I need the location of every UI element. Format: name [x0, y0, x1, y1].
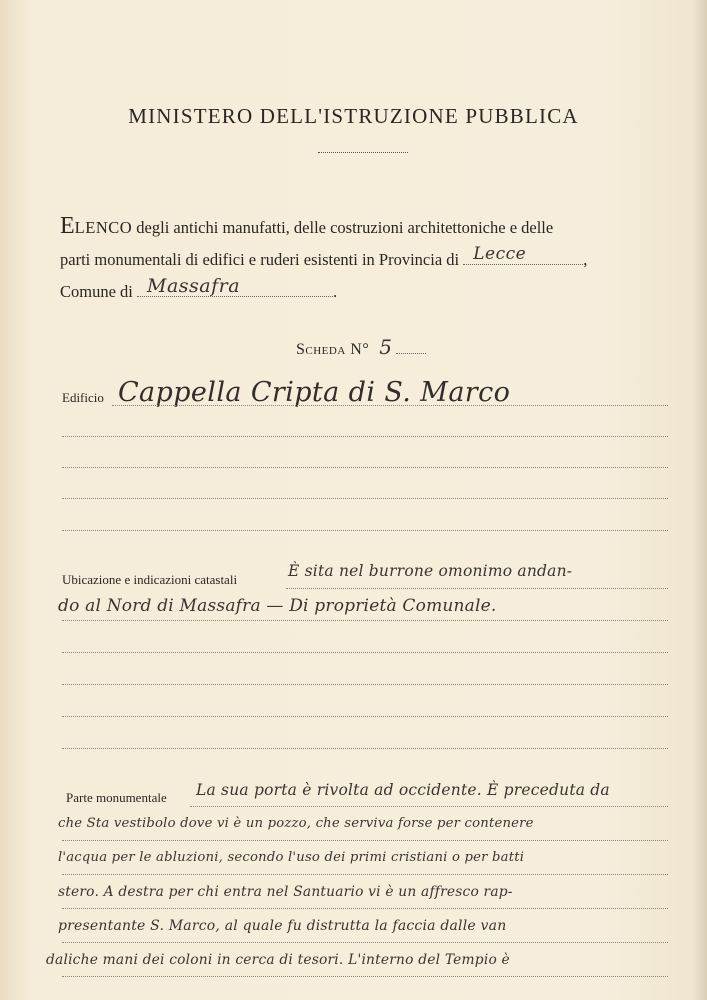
scheda-label: Scheda N°	[296, 341, 370, 358]
parte-line-2	[62, 840, 668, 841]
edificio-line-1	[112, 405, 668, 406]
edificio-label: Edificio	[62, 390, 104, 405]
ubicazione-text-2: do al Nord di Massafra — Di proprietà Comunale.	[58, 596, 497, 616]
scheda-number: 5	[379, 335, 393, 359]
elenco-line-1	[60, 210, 670, 244]
scheda-field	[396, 335, 426, 354]
ubicazione-line-3	[62, 652, 668, 653]
parte-line-5	[62, 942, 668, 943]
parte-text-2: che Sta vestibolo dove vi è un pozzo, che serviva forse per contenere	[58, 816, 534, 831]
parte-text-6: daliche mani dei coloni in cerca di tesori. L'interno del Tempio è	[46, 952, 510, 968]
provincia-field	[463, 246, 583, 265]
elenco-heading-rest: LENCO	[74, 218, 133, 237]
ubicazione-line-4	[62, 684, 668, 685]
comune-field	[137, 275, 333, 297]
edificio-line-4	[62, 498, 668, 499]
ubicazione-text-1: È sita nel burrone omonimo andan-	[288, 562, 573, 580]
ubicazione-label: Ubicazione e indicazioni catastali	[62, 572, 238, 587]
elenco-line-1-text: degli antichi manufatti, delle costruzioni architettoniche e delle	[136, 218, 554, 237]
ubicazione-line-2	[62, 620, 668, 621]
comune-value: Massafra	[147, 275, 241, 297]
title-divider	[318, 152, 408, 153]
parte-line-6	[62, 976, 668, 977]
ministry-title: MINISTERO DELL'ISTRUZIONE PUBBLICA	[128, 104, 579, 128]
parte-text-1: La sua porta è rivolta ad occidente. È preceduta da	[196, 781, 610, 799]
edificio-line-5	[62, 530, 668, 531]
elenco-line-2-text: parti monumentali di edifici e ruderi esistenti in Provincia di	[60, 250, 460, 269]
parte-line-4	[62, 908, 668, 909]
edificio-line-2	[62, 436, 668, 437]
comune-period: .	[333, 282, 338, 301]
scheda-number-line	[296, 335, 426, 359]
comune-label: Comune di	[60, 282, 133, 301]
provincia-value: Lecce	[473, 244, 527, 264]
parte-text-3: l'acqua per le abluzioni, secondo l'uso dei primi cristiani o per batti	[58, 850, 525, 865]
parte-line-1	[190, 806, 668, 807]
parte-monumentale-label: Parte monumentale	[66, 790, 167, 805]
edificio-line-3	[62, 467, 668, 468]
ubicazione-line-6	[62, 748, 668, 749]
ubicazione-line-5	[62, 716, 668, 717]
parte-text-4: stero. A destra per chi entra nel Santuario vi è un affresco rap-	[58, 884, 513, 900]
elenco-line-3	[60, 276, 670, 308]
parte-text-5: presentante S. Marco, al quale fu distrutta la faccia dalle van	[58, 918, 507, 934]
ubicazione-line-1	[286, 588, 668, 589]
elenco-initial: E	[60, 213, 75, 239]
parte-line-3	[62, 874, 668, 875]
provincia-comma: ,	[583, 250, 588, 269]
elenco-paragraph	[60, 210, 670, 308]
edificio-value: Cappella Cripta di S. Marco	[118, 377, 511, 408]
